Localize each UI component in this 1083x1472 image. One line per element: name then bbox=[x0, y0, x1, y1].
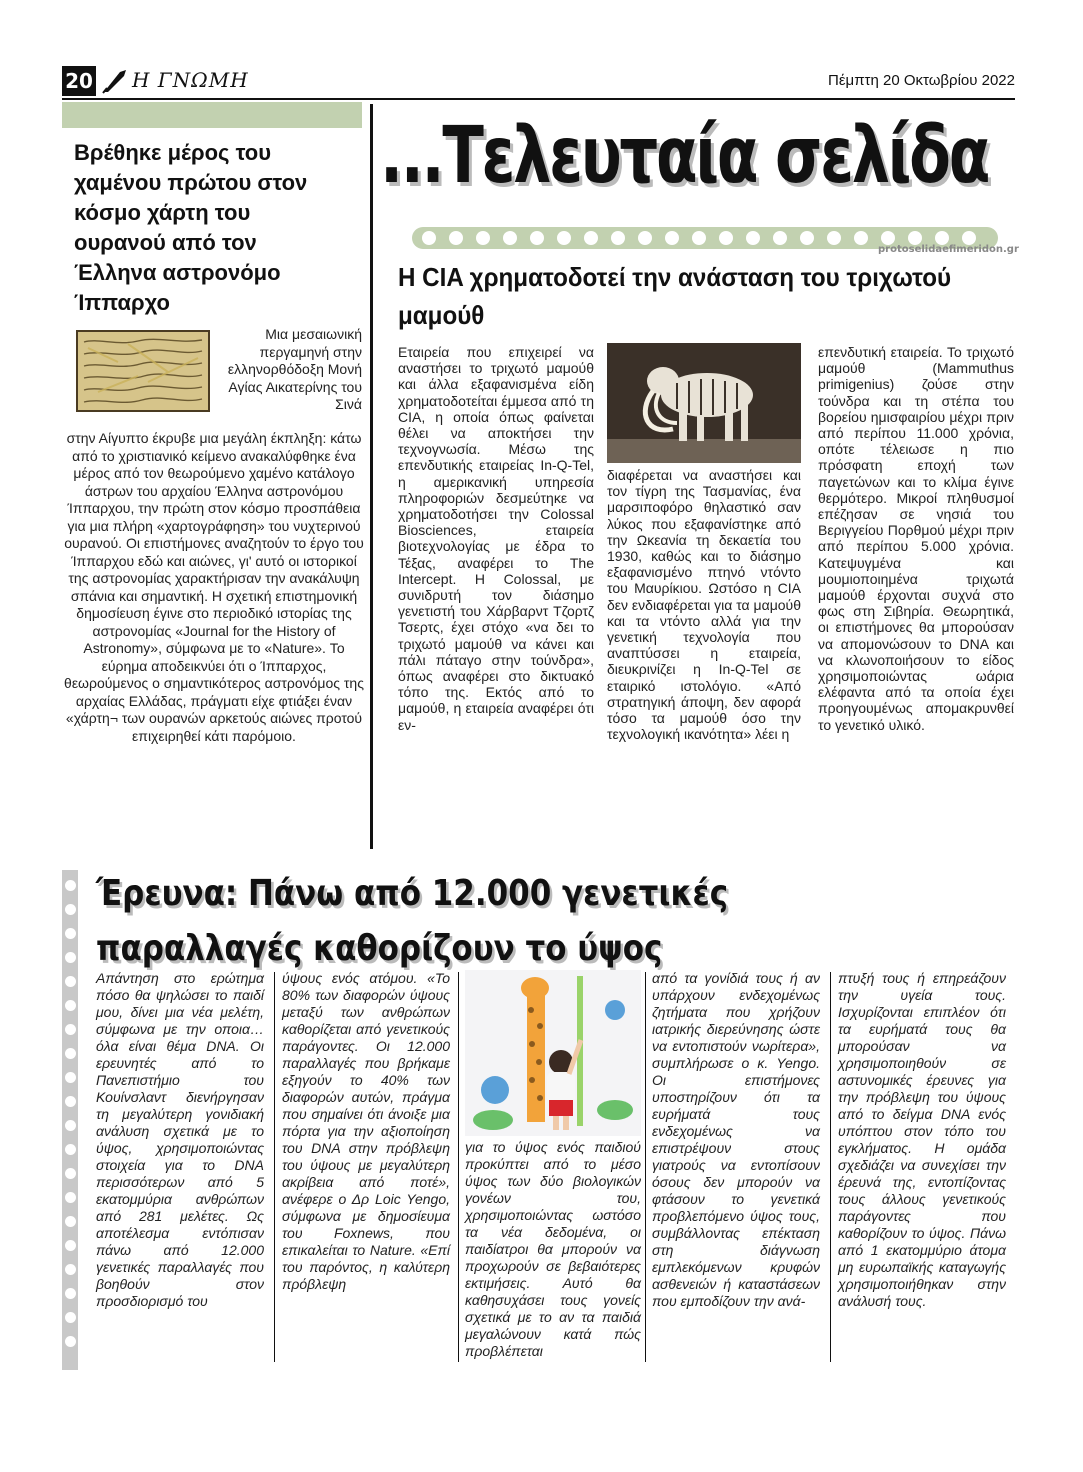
hipparchus-intro: Μια μεσαιωνική περγαμηνή στην ελληνορθόδοξη Μονή Αγίας Αικατερίνης του Σινά bbox=[227, 326, 362, 412]
child-height-chart-photo bbox=[465, 970, 641, 1136]
hipparchus-headline: Βρέθηκε μέρος του χαμένου πρώτου στον κόσμο χάρτη του ουρανού από τον Έλληνα αστρονόμο Ίππαρχο bbox=[74, 140, 308, 315]
cia-column-3: επενδυτική εταιρεία. Το τριχωτό μαμούθ (Mammuthus primigenius) ζούσε στην τούνδρα και τη στέπα του βορείου ημισφαιρίου μέχρι πριν από περίπου 11.000 χρόνια, οπότε τέλειωσε η πιο πρόσφατη εποχή των παγετώνων και το κλίμα έγινε θερμότερο. Μικροί πληθυσμοί επέζησαν σε νησιά του Βεριγγείου Πορθμού μέχρι πριν από περίπου 5.000 χρόνια. Κατεψυγμένα και μουμιοποιημένα τριχωτά μαμούθ έρχονται συχνά στο φως στη Σιβηρία. Θεωρητικά, οι επιστήμονες θα μπορούσαν να απομονώσουν το DNA και να κλωνοποιήσουν το είδος χρησιμοποιώντας ωάρια ελέφαντα από τα οποία έχει προηγουμένως απομακρυνθεί το γενετικό υλικό. bbox=[818, 344, 1014, 733]
cia-column-1: Εταιρεία που επιχειρεί να αναστήσει το τριχωτό μαμούθ και άλλα εξαφανισμένα είδη χρηματοδοτείται έμμεσα από τη CIA, η οποία όπως φαίνεται θέλει να αποκτήσει την τεχνογνωσία. Μέσω της επενδυτικής εταιρείας In-Q-Tel, η αμερικανική υπηρεσία πληροφοριών δεσμεύτηκε να χρηματοδοτήσει την Colossal Biosciences, εταιρεία βιοτεχνολογίας με έδρα το Τέξας, αναφέρει το The Intercept. Η Colossal, με συνιδρυτή τον διάσημο γενετιστή του Χάρβαρντ Τζορτζ Τσερτς, έχει στόχο «να δει το τριχωτό μαμούθ να κάνει και πάλι πάταγο στην τούνδρα», όπως αναφέρει στο δικτυακό τόπο της. Εκτός από το μαμούθ, η εταιρεία αναφέρει ότι εν- bbox=[398, 344, 594, 733]
cia-headline: Η CIA χρηματοδοτεί την ανάσταση του τριχωτού μαμούθ bbox=[398, 262, 952, 330]
newspaper-name: Η ΓΝΩΜΗ bbox=[132, 68, 249, 92]
parchment-photo bbox=[76, 330, 210, 412]
genetics-column-5: πτυξή τους ή επηρεάζουν την υγεία τους. Ισχυρίζονται επιπλέον ότι τα ευρήματά τους θα μπορούσαν να χρησιμοποιηθούν σε αστυνομικές έρευνες για την πρόβλεψη του ύψους από το δείγμα DNA ενός υπόπτου στον τόπο του εγκλήματος. Η ομάδα σχεδιάζει να συνεχίσει την έρευνά της, εντοπίζοντας τους άλλους γενετικούς παράγοντες που καθορίζουν το ύψος. Πάνω από 1 εκατομμύριο άτομα μη ευρωπαϊκής καταγωγής χρησιμοποιήθηκαν στην ανάλυσή τους. bbox=[838, 970, 1006, 1309]
mammoth-skeleton-photo bbox=[607, 343, 801, 463]
cia-column-2: διαφέρεται να αναστήσει και τον τίγρη της Τασμανίας, ένα μαρσιποφόρο θηλαστικό σαν λύκος που εξαφανίστηκε από την Ωκεανία τη δεκαετία του 1930, καθώς και το διάσημο εξαφανισμένο πτηνό ντόντο του Μαυρίκιου. Ωστόσο η CIA δεν ενδιαφέρεται για τα μαμούθ και τα ντόντο αλλά για την γενετική τεχνολογία που αναπτύσσει η εταιρεία, διευκρινίζει η In-Q-Tel σε εταιρικό ιστολόγιο. «Από στρατηγική άποψη, δεν αφορά τόσο τα μαμούθ όσο την τεχνολογική ικανότητα» λέει η bbox=[607, 467, 801, 743]
page-number: 20 bbox=[62, 66, 96, 96]
film-strip-decoration bbox=[62, 870, 78, 1370]
hipparchus-body: στην Αίγυπτο έκρυβε μια μεγάλη έκπληξη: κάτω από το χριστιανικό κείμενο ανακαλύφθηκε ένα μέρος από τον θεωρούμενο χαμένο κατάλογο άστρων του αρχαίου Έλληνα αστρονόμου Ίππαρχου, την πρώτη στον κόσμο προσπάθεια για μια πλήρη «χαρτογράφηση» του νυχτερινού ουρανού. Οι επιστήμονες αναζητούν το έργο του Ίππαρχου εδώ και αιώνες, γι' αυτό οι ιστορικοί της αστρονομίας χαρακτήρισαν την ανακάλυψη σπάνια και σημαντική. Η σχετική επιστημονική δημοσίευση έγινε στο περιοδικό ιστορίας της αστρονομίας «Journal for the History of Astronomy», σύμφωνα με το «Nature». Το εύρημα αποδεικνύει ότι ο Ίππαρχος, θεωρούμενος ο σημαντικότερος αστρονόμος της αρχαίας Ελλάδας, πράγματι είχε φτιάξει έναν «χάρτη¬ των ουρανών αρκετούς αιώνες προτού επιχειρηθεί κάτι παρόμοιο. bbox=[64, 430, 364, 744]
column-divider bbox=[370, 104, 373, 849]
quill-icon bbox=[100, 66, 130, 96]
section-title: ...Τελευταία σελίδα bbox=[380, 111, 989, 201]
genetics-column-1: Απάντηση στο ερώτημα πόσο θα ψηλώσει το παιδί μου, δίνει μια νέα μελέτη, σύμφωνα με την οποια… όλα είναι θέμα DNA. Οι ερευνητές από το Πανεπιστήμιο του Κουίνσλαντ διενήργησαν τη μεγαλύτερη γονιδιακή ανάλυση σχετικά με το ύψος, χρησιμοποιώντας στοιχεία για το DNA περισσότερων από 5 εκατομμύρια ανθρώπων από 281 μελέτες. Ως αποτέλεσμα εντόπισαν πάνω από 12.000 γενετικές παραλλαγές που βοηθούν στον προσδιορισμό του bbox=[96, 970, 264, 1309]
issue-date: Πέμπτη 20 Οκτωβρίου 2022 bbox=[828, 72, 1015, 89]
genetics-column-2: ύψους ενός ατόμου. «Το 80% των διαφορών ύψους μεταξύ των ανθρώπων καθορίζεται από γενετικούς παράγοντες. Οι 12.000 παραλλαγές που βρήκαμε εξηγούν το 40% των διαφορών αυτών, πράγμα που σημαίνει ότι άνοιξε μια πόρτα για την αξιοποίηση του DNA στην πρόβλεψη του ύψους με μεγαλύτερη ακρίβεια από ποτέ», ανέφερε ο Δρ Loic Yengo, σύμφωνα με δημοσίευμα του Foxnews, που επικαλείται το Nature. «Επί του παρόντος, η καλύτερη πρόβλεψη bbox=[282, 970, 450, 1292]
genetics-headline: Έρευνα: Πάνω από 12.000 γενετικές παραλλαγές καθορίζουν το ύψος bbox=[96, 873, 729, 969]
genetics-column-3: για το ύψος ενός παιδιού προκύπτει από το μέσο ύψος των δύο βιολογικών γονέων του, χρησιμοποιώντας ωστόσο τα νέα δεδομένα, οι παιδίατροι θα μπορούν να προχωρούν σε βεβαιότερες εκτιμήσεις. Αυτό θα καθησυχάσει τους γονείς σχετικά με το αν τα παιδιά μεγαλώνουν κατά πώς προβλέπεται bbox=[465, 1139, 641, 1359]
left-column-banner bbox=[62, 102, 362, 128]
genetics-column-4: από τα γονίδιά τους ή αν υπάρχουν ενδεχομένως ζητήματα που χρήζουν ιατρικής διερεύνησης ώστε να εντοπιστούν νωρίτερα», συμπλήρωσε ο κ. Yengo. Οι επιστήμονες υποστηρίζουν ότι τα ευρήματά τους ενδεχομένως να επιστρέψουν στους γιατρούς να εντοπίσουν όσους δεν μπορούν να φτάσουν το γενετικά προβλεπόμενο ύψος τους, συμβάλλοντας επέκταση στη διάγνωση εμπλεκόμενων κρυφών ασθενειών ή καταστάσεων που εμποδίζουν την ανά- bbox=[652, 970, 820, 1309]
site-credit: protoselidaefimeridon.gr bbox=[878, 244, 1019, 255]
column-rule bbox=[645, 972, 646, 1362]
column-rule bbox=[274, 972, 275, 1362]
column-rule bbox=[458, 972, 459, 1362]
column-rule bbox=[830, 972, 831, 1362]
